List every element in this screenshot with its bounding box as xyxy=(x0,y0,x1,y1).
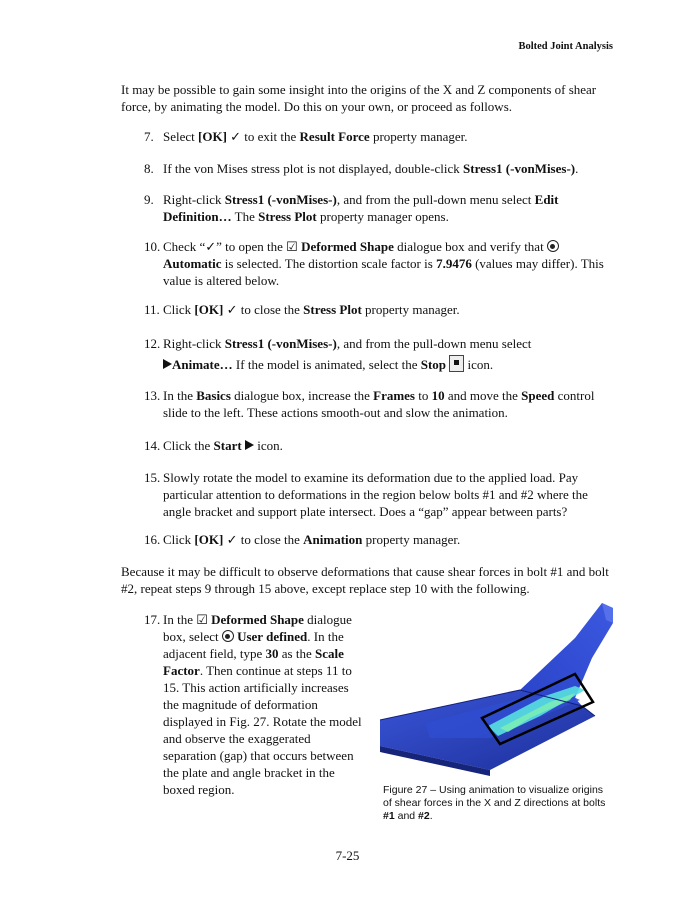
page-number: 7-25 xyxy=(335,848,360,863)
step-8: 8. If the von Mises stress plot is not displayed, double-click Stress1 (-vonMises-). xyxy=(144,161,579,176)
radio-selected-icon xyxy=(222,630,234,642)
step-12: 12. Right-click Stress1 (-vonMises-), and from the pull-down menu select Animate… If the model is animated, select the Stop icon. xyxy=(144,333,614,375)
step-17: 17. In the ☑ Deformed Shape dialogue box, select User defined. In the adjacent field, type 30 as the Scale Factor. Then continue at steps 11 to 15. This action artificially increases the magnitude of deformation displayed in Fig. 27. Rotate the model and observe the exaggerated separation (gap) that occurs between the plate and angle bracket in the boxed region. xyxy=(144,612,362,797)
step-number: 10. xyxy=(144,239,161,254)
running-header: Bolted Joint Analysis xyxy=(518,41,613,52)
repeat-paragraph: Because it may be difficult to observe deformations that cause shear forces in bolt #1 and bolt #2, repeat steps 9 through 15 above, except replace step 10 with the following. xyxy=(121,564,609,596)
step-13: 13. In the Basics dialogue box, increase the Frames to 10 and move the Speed control slide to the left. These actions smooth-out and slow the animation. xyxy=(144,388,595,420)
step-number: 12. xyxy=(144,336,161,351)
stop-icon xyxy=(449,355,464,372)
step-9: 9. Right-click Stress1 (-vonMises-), and from the pull-down menu select Edit Definition… The Stress Plot property manager opens. xyxy=(144,192,559,224)
step-14: 14. Click the Start icon. xyxy=(144,438,283,453)
checkbox-icon: ☑ xyxy=(196,612,208,627)
step-number: 7. xyxy=(144,129,154,144)
radio-selected-icon xyxy=(547,240,559,252)
step-number: 15. xyxy=(144,470,161,485)
step-11: 11. Click [OK] ✓ to close the Stress Plot property manager. xyxy=(144,302,460,317)
step-number: 14. xyxy=(144,438,161,453)
step-number: 17. xyxy=(144,612,161,627)
checkbox-icon: ☑ xyxy=(286,239,298,254)
step-number: 13. xyxy=(144,388,161,403)
step-16: 16. Click [OK] ✓ to close the Animation property manager. xyxy=(144,532,461,547)
step-number: 9. xyxy=(144,192,154,207)
step-number: 16. xyxy=(144,532,161,547)
step-15: 15. Slowly rotate the model to examine its deformation due to the applied load. Pay particular attention to deformations in the region below bolts #1 and #2 where the angle bracket and support plate intersect. Does a “gap” appear between parts? xyxy=(144,470,588,519)
step-number: 8. xyxy=(144,161,154,176)
figure-27-fea-model xyxy=(370,598,620,783)
step-10: 10. Check “✓” to open the ☑ Deformed Shape dialogue box and verify that Automatic is selected. The distortion scale factor is 7.9476 (values may differ). This value is altered below. xyxy=(144,239,604,288)
deformed-bracket-image xyxy=(370,598,620,783)
step-number: 11. xyxy=(144,302,160,317)
start-icon xyxy=(245,440,254,450)
intro-paragraph: It may be possible to gain some insight into the origins of the X and Z components of shear force, by animating the model. Do this on your own, or proceed as follows. xyxy=(121,82,597,114)
step-7: 7. Select [OK] ✓ to exit the Result Force property manager. xyxy=(144,129,468,144)
figure-caption: Figure 27 – Using animation to visualize origins of shear forces in the X and Z directions at bolts #1 and #2. xyxy=(383,784,606,822)
play-triangle-icon xyxy=(163,359,172,369)
